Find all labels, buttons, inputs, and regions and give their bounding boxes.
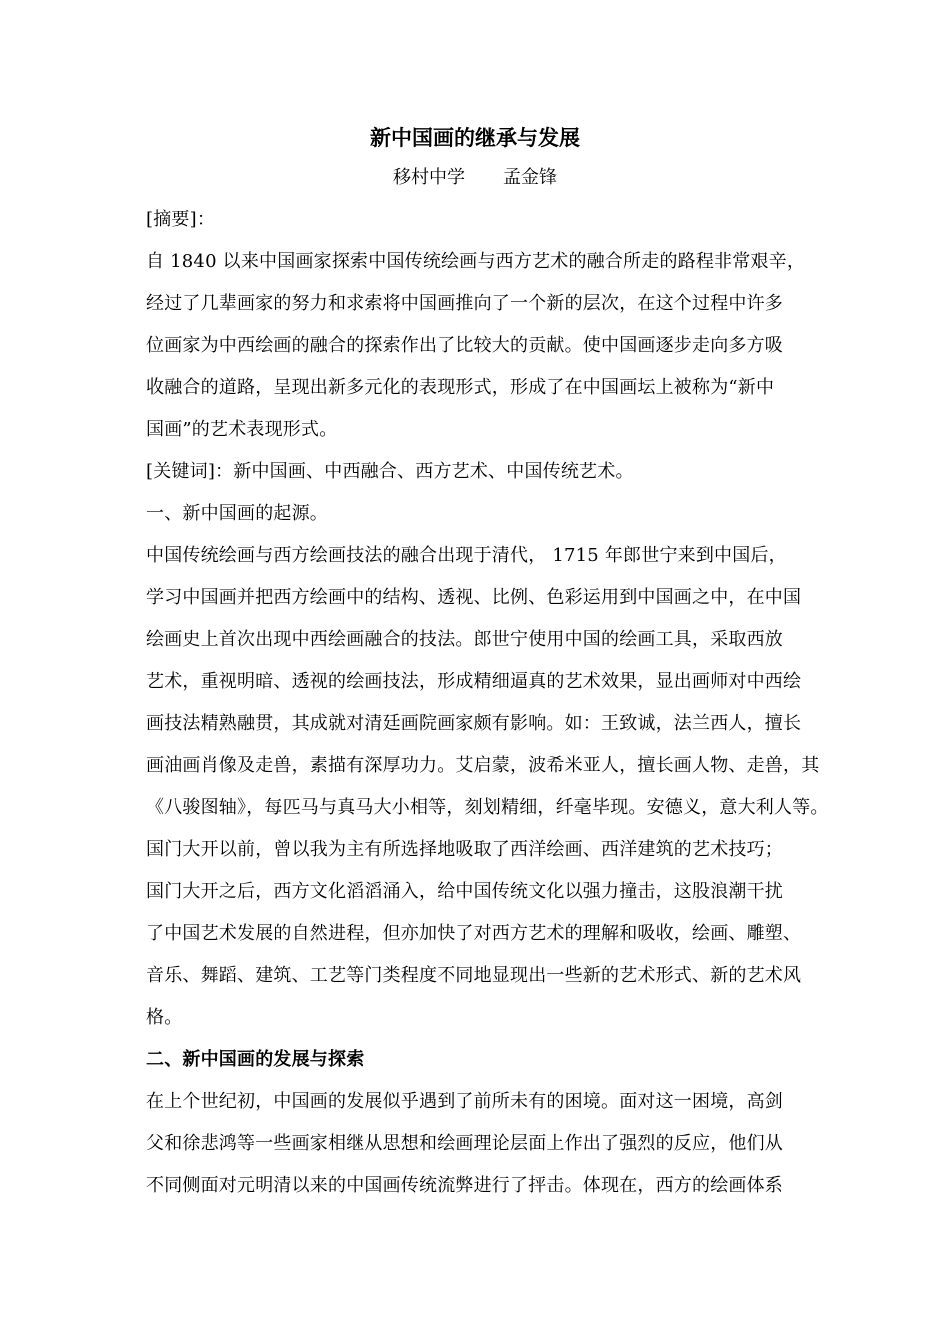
abstract-line: 国画”的艺术表现形式。 [146, 419, 338, 440]
byline-author: 孟金锋 [503, 167, 557, 188]
document-title: 新中国画的继承与发展 [370, 125, 580, 150]
abstract-line: 收融合的道路，呈现出新多元化的表现形式，形成了在中国画坛上被称为“新中 [146, 377, 775, 398]
section1-line: 学习中国画并把西方绘画中的结构、透视、比例、色彩运用到中国画之中，在中国 [146, 587, 802, 608]
section1-line: 格。 [146, 1007, 183, 1028]
section1-line: 《八骏图轴》，每匹马与真马大小相等，刻划精细，纤毫毕现。安德义，意大利人等。 [146, 797, 829, 818]
byline-school: 移村中学 [393, 167, 465, 188]
section1-line: 国门大开之后，西方文化滔滔涌入，给中国传统文化以强力撞击，这股浪潮干扰 [146, 881, 783, 902]
section2-line: 父和徐悲鸿等一些画家相继从思想和绘画理论层面上作出了强烈的反应，他们从 [146, 1133, 783, 1154]
section1-line: 国门大开以前，曾以我为主有所选择地吸取了西洋绘画、西洋建筑的艺术技巧； [146, 839, 783, 860]
section2-heading: 二、新中国画的发展与探索 [146, 1049, 365, 1070]
section2-line: 在上个世纪初，中国画的发展似乎遇到了前所未有的困境。面对这一困境，高剑 [146, 1091, 783, 1112]
section1-line: 音乐、舞蹈、建筑、工艺等门类程度不同地显现出一些新的艺术形式、新的艺术风 [146, 965, 802, 986]
abstract-line: 经过了几辈画家的努力和求索将中国画推向了一个新的层次，在这个过程中许多 [146, 293, 783, 314]
section1-line: 艺术，重视明暗、透视的绘画技法，形成精细逼真的艺术效果，显出画师对中西绘 [146, 671, 802, 692]
section1-heading: 一、新中国画的起源。 [146, 503, 328, 524]
section1-line: 中国传统绘画与西方绘画技法的融合出现于清代， 1715 年郎世宁来到中国后， [146, 545, 787, 566]
abstract-label: [摘要]： [146, 209, 216, 230]
abstract-line: 位画家为中西绘画的融合的探索作出了比较大的贡献。使中国画逐步走向多方吸 [146, 335, 783, 356]
section1-line: 绘画史上首次出现中西绘画融合的技法。郎世宁使用中国的绘画工具，采取西放 [146, 629, 783, 650]
section1-line: 画技法精熟融贯，其成就对清廷画院画家颇有影响。如：王致诚，法兰西人，擅长 [146, 713, 802, 734]
byline [0, 163, 950, 193]
document-body [146, 199, 829, 1207]
section2-line: 不同侧面对元明清以来的中国画传统流弊进行了抨击。体现在，西方的绘画体系 [146, 1175, 783, 1196]
section1-line: 画油画肖像及走兽，素描有深厚功力。艾启蒙，波希米亚人，擅长画人物、走兽，其 [146, 755, 820, 776]
section1-line: 了中国艺术发展的自然进程，但亦加快了对西方艺术的理解和吸收，绘画、雕塑、 [146, 923, 802, 944]
keywords: [关键词]：新中国画、中西融合、西方艺术、中国传统艺术。 [146, 461, 634, 482]
abstract-line: 自 1840 以来中国画家探索中国传统绘画与西方艺术的融合所走的路程非常艰辛， [146, 251, 806, 272]
